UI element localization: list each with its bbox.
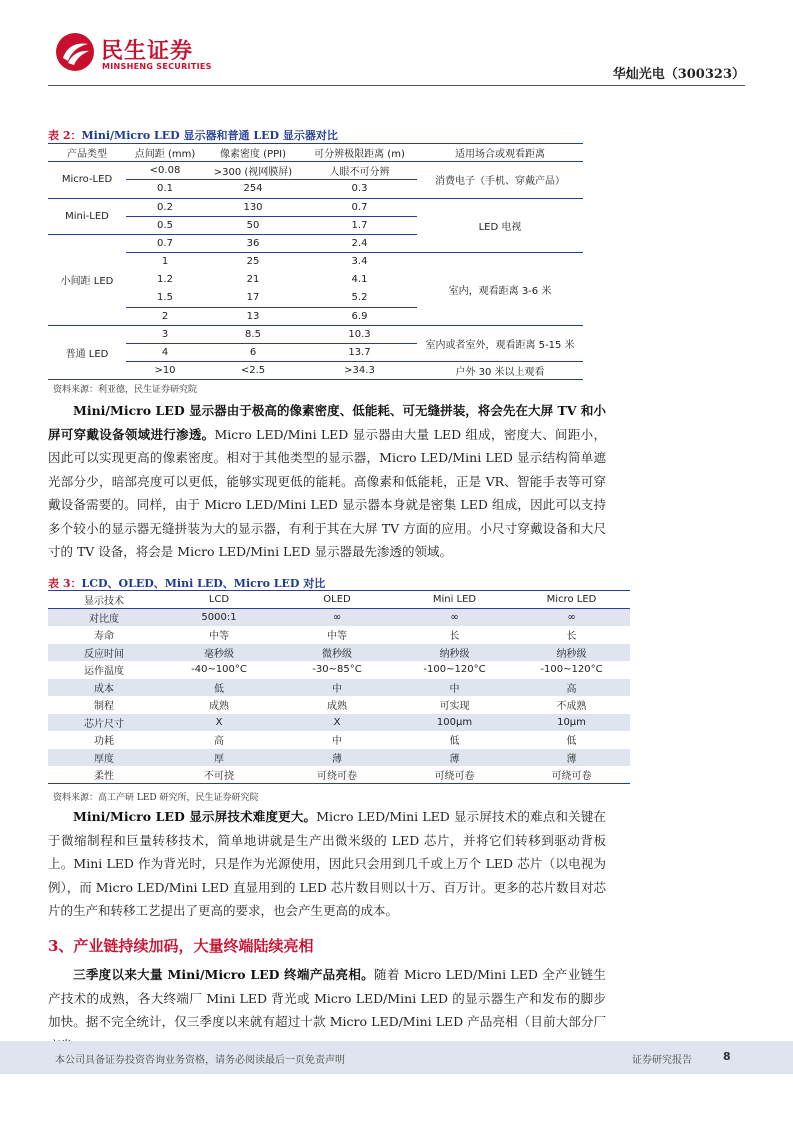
table1-cell: 6	[204, 344, 302, 362]
table1-caption-label: 表 2：	[48, 129, 82, 142]
page-footer	[0, 1041, 793, 1074]
table2-cell: 低	[513, 731, 630, 749]
table-row	[48, 609, 630, 627]
table1-cell: 25	[246, 256, 260, 268]
table1-cell: 50	[204, 216, 302, 234]
table2-cell: 不可挠	[160, 766, 278, 784]
table-row	[48, 696, 630, 714]
table-row	[48, 325, 583, 343]
table1-display-comparison	[48, 143, 583, 380]
table2-cell: ∞	[513, 609, 630, 627]
table2-cell: 不成熟	[513, 696, 630, 714]
table-row	[48, 679, 630, 697]
brand-logo	[55, 32, 255, 76]
table2-cell: 10μm	[513, 714, 630, 732]
table1-usage: 消费电子（手机、穿戴产品）	[417, 162, 583, 198]
table2-cell: 成熟	[278, 696, 396, 714]
table2-caption-text: LCD、OLED、Mini LED、Micro LED 对比	[81, 577, 326, 590]
paragraph-1-lead: Mini/Micro LED 显示器由于极高的像素密度、低能耗、可无缝拼装，将会先在大屏 TV 和小屏可穿戴设备领域进行渗透。	[48, 403, 606, 442]
paragraph-2-lead: Mini/Micro LED 显示屏技术难度更大。	[73, 809, 317, 824]
table2-cell: 5000:1	[160, 609, 278, 627]
table1-cell: 人眼不可分辨	[302, 162, 417, 180]
header-divider	[48, 85, 745, 86]
paragraph-1	[48, 399, 606, 564]
table2-cell: -40~100°C	[160, 661, 278, 679]
table2-cell: 中	[278, 731, 396, 749]
table1-category: Mini-LED	[48, 198, 126, 234]
table2-row-label: 厚度	[48, 749, 160, 767]
table1-cell: >300 (视网膜屏)	[204, 162, 302, 180]
table2-row-label: 芯片尺寸	[48, 714, 160, 732]
footer-report-type: 证券研究报告	[632, 1055, 692, 1066]
table2-row-label: 运作温度	[48, 661, 160, 679]
table1-category: 普通 LED	[48, 325, 126, 380]
table1-cell: 36	[204, 234, 302, 252]
table1-cell: 10.3	[302, 325, 417, 343]
table2-cell: 纳秒级	[513, 644, 630, 662]
paragraph-3-lead: 三季度以来大量 Mini/Micro LED 终端产品亮相。	[73, 967, 374, 982]
table2-cell: 可绕可卷	[513, 766, 630, 784]
table2-cell: 微秒级	[278, 644, 396, 662]
table2-header: Micro LED	[513, 591, 630, 609]
table1-cell: 4	[126, 344, 204, 362]
table2-row-label: 柔性	[48, 766, 160, 784]
table1-cell: 0.2	[126, 198, 204, 216]
table2-row-label: 反应时间	[48, 644, 160, 662]
logo-english-name: MINSHENG SECURITIES	[102, 62, 212, 71]
table-row	[48, 198, 583, 216]
table2-header: 显示技术	[48, 591, 160, 609]
table-row	[48, 253, 583, 271]
table1-cell: 6.9	[302, 307, 417, 325]
table2-cell: X	[278, 714, 396, 732]
table2-cell: X	[160, 714, 278, 732]
table1-cell: 0.7	[126, 234, 204, 252]
table1-header: 产品类型	[48, 144, 126, 162]
table2-cell: 长	[513, 626, 630, 644]
table2-caption-label: 表 3：	[48, 577, 82, 590]
table1-cell: <2.5	[204, 362, 302, 380]
table1-usage: 室内或者室外，观看距离 5-15 米	[417, 325, 583, 361]
table1-header: 点间距 (mm)	[126, 144, 204, 162]
table1-cell: 3.4	[351, 256, 368, 268]
table-row	[48, 162, 583, 180]
table1-cell: 17	[204, 289, 302, 307]
table-row	[48, 626, 630, 644]
table2-row-label: 对比度	[48, 609, 160, 627]
table2-cell: -100~120°C	[396, 661, 513, 679]
table1-category: 小间距 LED	[48, 234, 126, 325]
table1-header: 像素密度 (PPI)	[204, 144, 302, 162]
table1-usage: 户外 30 米以上观看	[417, 362, 583, 380]
table2-cell: 薄	[513, 749, 630, 767]
paragraph-3-body: 随着 Micro LED/Mini LED 全产业链生产技术的成熟，各大终端厂 Mini LED 背光或 Micro LED/Mini LED 的显示器生产和发布的脚步加快。据不完全统计，仅三季度以来就有超过十款 Micro LED/Mini LED 产品亮相（目前大部分厂	[48, 967, 606, 1029]
table2-row-label: 制程	[48, 696, 160, 714]
table2-cell: 可实现	[396, 696, 513, 714]
table2-cell: 成熟	[160, 696, 278, 714]
table1-cell: 0.7	[302, 198, 417, 216]
page-number: 8	[723, 1050, 731, 1063]
table2-row-label: 寿命	[48, 626, 160, 644]
table1-cell: 13.7	[302, 344, 417, 362]
table2-header: LCD	[160, 591, 278, 609]
table1-usage: LED 电视	[417, 198, 583, 253]
table1-cell: 5.2	[302, 289, 417, 307]
table2-cell: 高	[160, 731, 278, 749]
table1-cell: 1	[161, 256, 169, 268]
table2-cell: 低	[396, 731, 513, 749]
table1-cell: <0.08	[126, 162, 204, 180]
table1-caption-text: Mini/Micro LED 显示器和普通 LED 显示器对比	[81, 129, 338, 142]
table1-source: 资料来源：利亚德，民生证券研究院	[53, 385, 198, 395]
table1-cell: 0.5	[126, 216, 204, 234]
table1-header: 适用场合或观看距离	[417, 144, 583, 162]
table1-cell: 3	[126, 325, 204, 343]
table2-cell: -30~85°C	[278, 661, 396, 679]
table2-cell: -100~120°C	[513, 661, 630, 679]
company-ticker: 华灿光电（300323）	[612, 67, 745, 82]
table2-cell: 薄	[396, 749, 513, 767]
table2-source: 资料来源：高工产研 LED 研究所，民生证券研究院	[53, 793, 259, 803]
table2-cell: 中	[396, 679, 513, 697]
table2-row-label: 功耗	[48, 731, 160, 749]
table1-cell: 13	[204, 307, 302, 325]
table2-cell: 毫秒级	[160, 644, 278, 662]
table-row	[48, 749, 630, 767]
table1-usage: 室内，观看距离 3-6 米	[417, 253, 583, 326]
table-row	[48, 362, 583, 380]
paragraph-1-body: Micro LED/Mini LED 显示器由大量 LED 组成，密度大、间距小，因此可以实现更高的像素密度。相对于其他类型的显示器，Micro LED/Mini LED 显示结构简单遮光部分少，暗部亮度可以更低，能够实现更低的能耗。高像素和低能耗，正是 VR、智能手表等可穿戴设备需要的。同样，由于 Micro LED/Mini LED 显示器本身就是密集 LED 组成，因此可以支持多个较小的显示器无缝拼装为大的显示器，有利于其在大屏 TV 方面的应用。小尺寸穿戴设备和大尺寸的 TV 设备，将会是 Micro LED/Mini LED 显示器最先渗透的领域。	[48, 426, 606, 559]
table1-caption	[48, 127, 338, 143]
section-heading: 3、产业链持续加码，大量终端陆续亮相	[48, 937, 314, 955]
table2-cell: 高	[513, 679, 630, 697]
table2-cell: 可绕可卷	[396, 766, 513, 784]
table1-cell: 0.1	[126, 180, 204, 198]
table1-category: Micro-LED	[48, 162, 126, 198]
table1-cell: 4.1	[351, 274, 368, 286]
table1-cell: 21	[246, 274, 260, 286]
paragraph-2	[48, 805, 606, 923]
paragraph-2-body: Micro LED/Mini LED 显示屏技术的难点和关键在于微缩制程和巨量转移技术，简单地讲就是生产出微米级的 LED 芯片，并将它们转移到驱动背板上。Mini LED 作为背光时，只是作为光源使用，因此只会用到几千或上万个 LED 芯片（以电视为例），而 Micro LED/Mini LED 直显用到的 LED 芯片数目则以十万、百万计。更多的芯片数目对芯片的生产和转移工艺提出了更高的要求，也会产生更高的成本。	[48, 809, 607, 918]
table2-cell: ∞	[278, 609, 396, 627]
footer-disclaimer: 本公司具备证券投资咨询业务资格，请务必阅读最后一页免责声明	[55, 1055, 345, 1066]
table2-cell: 长	[396, 626, 513, 644]
table1-cell: 1.2	[157, 274, 173, 286]
table1-header: 可分辨极限距离 (m)	[302, 144, 417, 162]
page-header	[0, 0, 793, 90]
table2-cell: 纳秒级	[396, 644, 513, 662]
logo-chinese-name: 民生证券	[101, 39, 194, 64]
table1-cell: 2.4	[302, 234, 417, 252]
table1-cell: >10	[126, 362, 204, 380]
table2-cell: 低	[160, 679, 278, 697]
table2-cell: 中等	[278, 626, 396, 644]
table-row	[48, 644, 630, 662]
table-row	[48, 731, 630, 749]
table2-cell: 100μm	[396, 714, 513, 732]
table1-cell: 1.5	[126, 289, 204, 307]
table-row	[48, 766, 630, 784]
table2-header: Mini LED	[396, 591, 513, 609]
table-row	[48, 714, 630, 732]
table2-cell: 中等	[160, 626, 278, 644]
table1-cell: 1.7	[302, 216, 417, 234]
minsheng-logo-icon	[55, 32, 95, 72]
table2-cell: 中	[278, 679, 396, 697]
table-row	[48, 661, 630, 679]
table2-cell: 可绕可卷	[278, 766, 396, 784]
table2-cell: ∞	[396, 609, 513, 627]
table2-technology-comparison	[48, 590, 630, 784]
table1-cell: 2	[126, 307, 204, 325]
table1-cell: 8.5	[204, 325, 302, 343]
table2-cell: 薄	[278, 749, 396, 767]
table1-cell: 0.3	[302, 180, 417, 198]
table1-cell: >34.3	[302, 362, 417, 380]
table2-caption	[48, 575, 325, 591]
table2-cell: 厚	[160, 749, 278, 767]
table2-header: OLED	[278, 591, 396, 609]
table2-row-label: 成本	[48, 679, 160, 697]
table1-cell: 130	[204, 198, 302, 216]
table1-cell: 254	[204, 180, 302, 198]
